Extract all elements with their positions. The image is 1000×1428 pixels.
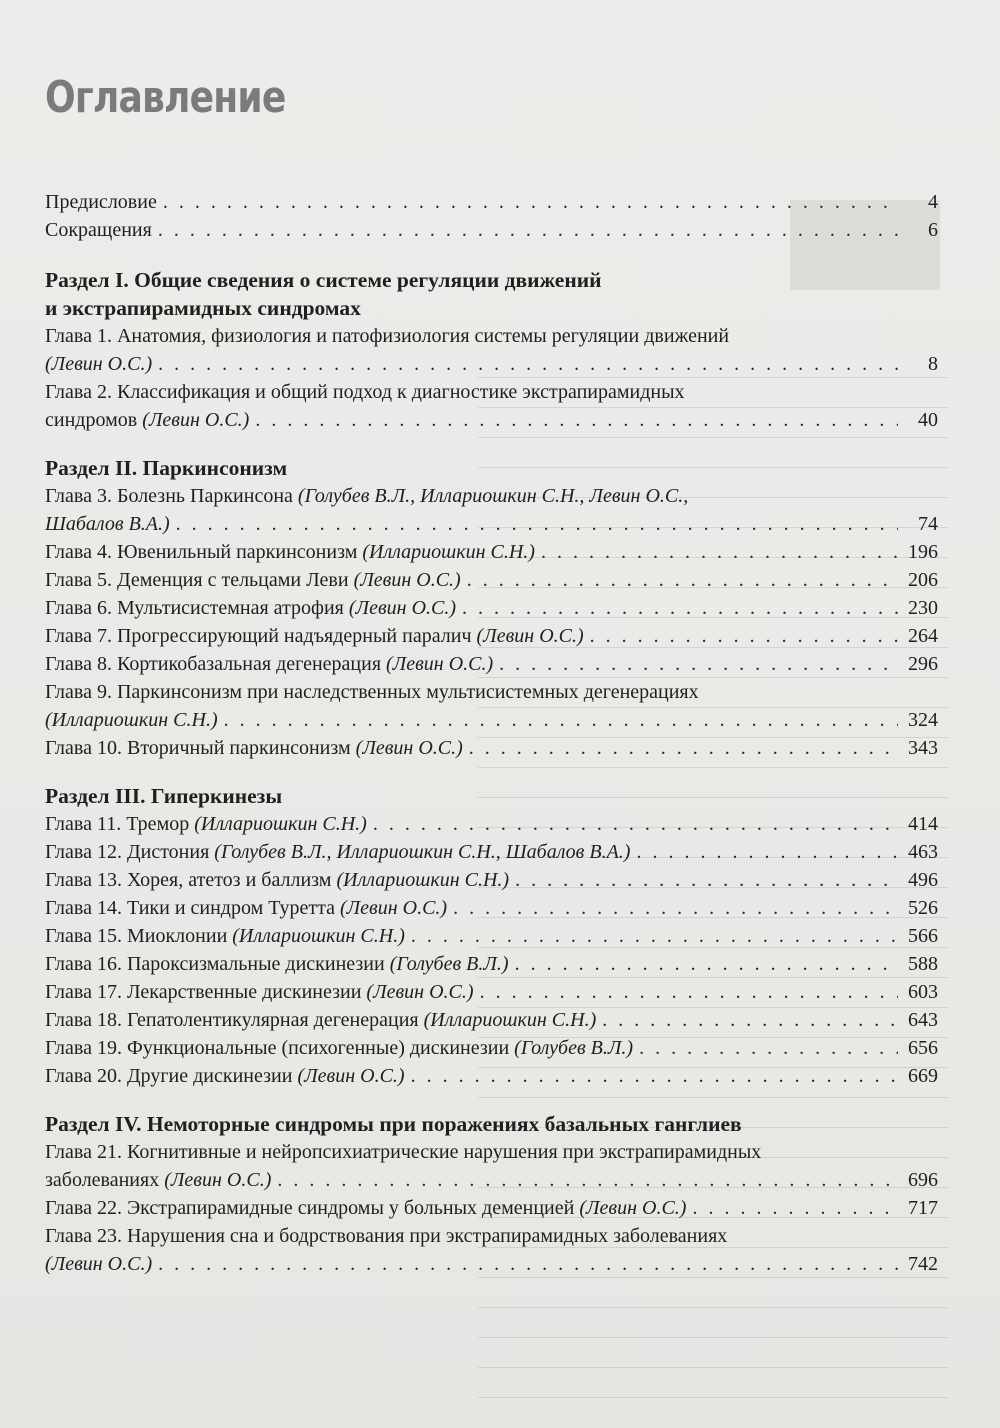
page-number: 742 (908, 1253, 938, 1275)
entry-title (45, 734, 463, 762)
toc-entry-last-line (45, 838, 938, 866)
toc-entry-last-line (45, 894, 938, 922)
entry-line (45, 482, 938, 510)
page-number: 696 (908, 1169, 938, 1191)
dot-leader (158, 1250, 898, 1278)
entry-text: Глава 4. Ювенильный паркинсонизм (45, 541, 363, 563)
page-number: 588 (908, 953, 938, 975)
entry-text: Предисловие (45, 191, 157, 213)
page-number: 526 (908, 897, 938, 919)
entry-author: (Иллариошкин С.Н.) (194, 813, 367, 835)
section-heading-line: и экстрапирамидных синдромах (45, 296, 361, 320)
toc-entry[interactable] (45, 1062, 938, 1090)
entry-author: (Иллариошкин С.Н.) (232, 925, 405, 947)
page-number: 74 (918, 513, 938, 535)
entry-line: Глава 2. Классификация и общий подход к диагностике экстрапирамидных (45, 381, 685, 403)
entry-author: (Левин О.С.) (297, 1065, 405, 1087)
entry-author: (Голубев В.Л.) (514, 1037, 634, 1059)
page-number: 463 (908, 841, 938, 863)
toc-entry-last-line (45, 734, 938, 762)
page-number: 669 (908, 1065, 938, 1087)
entry-author: (Левин О.С.) (386, 653, 494, 675)
dot-leader (176, 510, 898, 538)
entry-author: (Голубев В.Л.) (389, 953, 509, 975)
dot-leader (692, 1194, 898, 1222)
toc-entry-last-line (45, 1250, 938, 1278)
entry-text: Глава 14. Тики и синдром Туретта (45, 897, 340, 919)
entry-text: Глава 10. Вторичный паркинсонизм (45, 737, 356, 759)
toc-entry-last-line (45, 1062, 938, 1090)
entry-text: Глава 8. Кортикобазальная дегенерация (45, 653, 387, 675)
entry-author: (Иллариошкин С.Н.) (423, 1009, 597, 1031)
dot-leader (255, 406, 898, 434)
toc-entry-last-line (45, 538, 938, 566)
entry-author: (Левин О.С.) (579, 1197, 687, 1219)
toc-entry-last-line (45, 1034, 938, 1062)
entry-title (45, 1194, 686, 1222)
page-number: 196 (908, 541, 938, 563)
dot-leader (467, 566, 898, 594)
entry-line: Глава 1. Анатомия, физиология и патофизиология системы регуляции движений (45, 325, 730, 347)
page-number: 230 (908, 597, 938, 619)
entry-text: Глава 12. Дистония (45, 841, 215, 863)
entry-title (45, 950, 509, 978)
toc-entry-last-line (45, 1166, 938, 1194)
entry-author: (Голубев В.Л., Иллариошкин С.Н., Шабалов В.А.) (214, 841, 631, 863)
entry-text: Сокращения (45, 219, 152, 241)
page-number: 4 (928, 191, 938, 213)
entry-title (45, 510, 170, 538)
entry-title (45, 894, 447, 922)
entry-title (45, 1062, 405, 1090)
dot-leader (462, 594, 898, 622)
page-number: 324 (908, 709, 938, 731)
dot-leader (541, 538, 898, 566)
entry-title (45, 838, 630, 866)
dot-leader (639, 1034, 898, 1062)
toc-entry[interactable] (45, 566, 938, 594)
entry-author: (Левин О.С.) (164, 1169, 272, 1191)
entry-title (45, 406, 249, 434)
dot-leader (373, 810, 898, 838)
dot-leader (515, 950, 898, 978)
toc-entry[interactable] (45, 378, 938, 434)
entry-author: Шабалов В.А.) (45, 513, 170, 535)
page-number: 343 (908, 737, 938, 759)
section-heading-line: Раздел IV. Немоторные синдромы при поражениях базальных ганглиев (45, 1112, 742, 1136)
section-heading (45, 1110, 938, 1138)
entry-author: (Левин О.С.) (339, 897, 448, 919)
toc-entry[interactable] (45, 1006, 938, 1034)
dot-leader (453, 894, 898, 922)
entry-text: Глава 11. Тремор (45, 813, 195, 835)
page-number: 603 (908, 981, 938, 1003)
toc-entry-last-line (45, 706, 938, 734)
entry-text: Глава 13. Хорея, атетоз и баллизм (45, 869, 337, 891)
entry-author: (Иллариошкин С.Н.) (362, 541, 535, 563)
dot-leader (163, 188, 898, 216)
entry-title (45, 866, 509, 894)
page-number: 8 (928, 353, 938, 375)
entry-author: (Левин О.С.) (142, 409, 250, 431)
toc-entry[interactable] (45, 650, 938, 678)
dot-leader (469, 734, 898, 762)
entry-title (45, 1006, 596, 1034)
section-heading-line: Раздел III. Гиперкинезы (45, 784, 283, 808)
toc-entry-last-line (45, 922, 938, 950)
toc-entry-last-line (45, 406, 938, 434)
toc-entry-last-line (45, 1194, 938, 1222)
entry-title (45, 350, 152, 378)
page-number: 656 (908, 1037, 938, 1059)
entry-title (45, 1250, 152, 1278)
entry-title (45, 216, 152, 244)
entry-text: Глава 22. Экстрапирамидные синдромы у больных деменцией (45, 1197, 580, 1219)
toc-entry[interactable] (45, 1138, 938, 1194)
dot-leader (636, 838, 898, 866)
page-title: Оглавление (45, 72, 286, 123)
toc-entry[interactable] (45, 810, 938, 838)
dot-leader (411, 922, 898, 950)
entry-title (45, 622, 584, 650)
entry-title (45, 1034, 633, 1062)
toc-entry[interactable] (45, 1194, 938, 1222)
entry-text: заболеваниях (45, 1169, 165, 1191)
section-heading (45, 454, 938, 482)
toc-entry[interactable] (45, 322, 938, 378)
toc-entry-last-line (45, 1006, 938, 1034)
entry-text: Глава 15. Миоклонии (45, 925, 233, 947)
dot-leader (158, 216, 898, 244)
entry-title (45, 188, 157, 216)
toc-entry[interactable] (45, 866, 938, 894)
entry-title (45, 538, 535, 566)
toc-entry[interactable] (45, 188, 938, 216)
page-number: 496 (908, 869, 938, 891)
entry-text: Глава 20. Другие дискинезии (45, 1065, 298, 1087)
toc-entry[interactable] (45, 922, 938, 950)
entry-title (45, 566, 461, 594)
dot-leader (602, 1006, 898, 1034)
page-number: 6 (928, 219, 938, 241)
dot-leader (499, 650, 898, 678)
toc-entry[interactable] (45, 1222, 938, 1278)
dot-leader (158, 350, 898, 378)
entry-line: Глава 9. Паркинсонизм при наследственных мультисистемных дегенерациях (45, 681, 699, 703)
page-number: 414 (908, 813, 938, 835)
entry-text: Глава 7. Прогрессирующий надъядерный паралич (45, 625, 477, 647)
toc-entry-last-line (45, 978, 938, 1006)
dot-leader (224, 706, 898, 734)
entry-title (45, 650, 493, 678)
page-number: 206 (908, 569, 938, 591)
page-number: 264 (908, 625, 938, 647)
toc-entry-last-line (45, 650, 938, 678)
entry-text: Глава 5. Деменция с тельцами Леви (45, 569, 354, 591)
toc-entry[interactable] (45, 950, 938, 978)
entry-title (45, 922, 405, 950)
toc-entry[interactable] (45, 838, 938, 866)
entry-author: (Левин О.С.) (355, 737, 463, 759)
toc-entry-last-line (45, 594, 938, 622)
page-number: 296 (908, 653, 938, 675)
toc-entry-last-line (45, 216, 938, 244)
section-heading (45, 782, 938, 810)
section-heading-line: Раздел II. Паркинсонизм (45, 456, 288, 480)
dot-leader (480, 978, 898, 1006)
toc-entry[interactable] (45, 678, 938, 734)
entry-author: (Левин О.С.) (45, 1253, 153, 1275)
entry-text: синдромов (45, 409, 143, 431)
entry-text: Глава 16. Пароксизмальные дискинезии (45, 953, 390, 975)
toc-entry-last-line (45, 188, 938, 216)
entry-title (45, 706, 218, 734)
toc-entry-last-line (45, 566, 938, 594)
dot-leader (590, 622, 898, 650)
dot-leader (515, 866, 898, 894)
dot-leader (411, 1062, 898, 1090)
entry-author: (Иллариошкин С.Н.) (336, 869, 510, 891)
toc-entry-last-line (45, 866, 938, 894)
entry-author: (Левин О.С.) (45, 353, 153, 375)
toc-entry-last-line (45, 622, 938, 650)
toc-entry[interactable] (45, 216, 938, 244)
toc-entry-last-line (45, 510, 938, 538)
entry-title (45, 978, 474, 1006)
toc-entry[interactable] (45, 622, 938, 650)
entry-title (45, 1166, 271, 1194)
toc-entry[interactable] (45, 734, 938, 762)
entry-author: (Левин О.С.) (476, 625, 584, 647)
toc-entry-last-line (45, 810, 938, 838)
page-number: 40 (918, 409, 938, 431)
page-number: 717 (908, 1197, 938, 1219)
toc-entry[interactable] (45, 978, 938, 1006)
entry-author: (Голубев В.Л., Иллариошкин С.Н., Левин О.С., (297, 485, 689, 507)
entry-text: Глава 17. Лекарственные дискинезии (45, 981, 367, 1003)
toc-entry[interactable] (45, 894, 938, 922)
entry-text: Глава 6. Мультисистемная атрофия (45, 597, 349, 619)
entry-title (45, 810, 367, 838)
toc-entry[interactable] (45, 594, 938, 622)
entry-author: (Левин О.С.) (366, 981, 474, 1003)
toc-entry-last-line (45, 950, 938, 978)
dot-leader (277, 1166, 898, 1194)
toc-entry[interactable] (45, 482, 938, 538)
toc-entry-last-line (45, 350, 938, 378)
entry-line: Глава 23. Нарушения сна и бодрствования при экстрапирамидных заболеваниях (45, 1225, 728, 1247)
page-number: 643 (908, 1009, 938, 1031)
section-heading (45, 266, 938, 322)
entry-author: (Левин О.С.) (353, 569, 461, 591)
toc-entry[interactable] (45, 1034, 938, 1062)
entry-author: (Иллариошкин С.Н.) (45, 709, 218, 731)
entry-text: Глава 3. Болезнь Паркинсона (45, 485, 298, 507)
entry-text: Глава 19. Функциональные (психогенные) дискинезии (45, 1037, 515, 1059)
page-number: 566 (908, 925, 938, 947)
entry-text: Глава 18. Гепатолентикулярная дегенерация (45, 1009, 424, 1031)
entry-title (45, 594, 456, 622)
table-of-contents (45, 188, 938, 1278)
entry-author: (Левин О.С.) (348, 597, 457, 619)
section-heading-line: Раздел I. Общие сведения о системе регуляции движений (45, 268, 602, 292)
entry-line: Глава 21. Когнитивные и нейропсихиатрические нарушения при экстрапирамидных (45, 1141, 762, 1163)
toc-entry[interactable] (45, 538, 938, 566)
